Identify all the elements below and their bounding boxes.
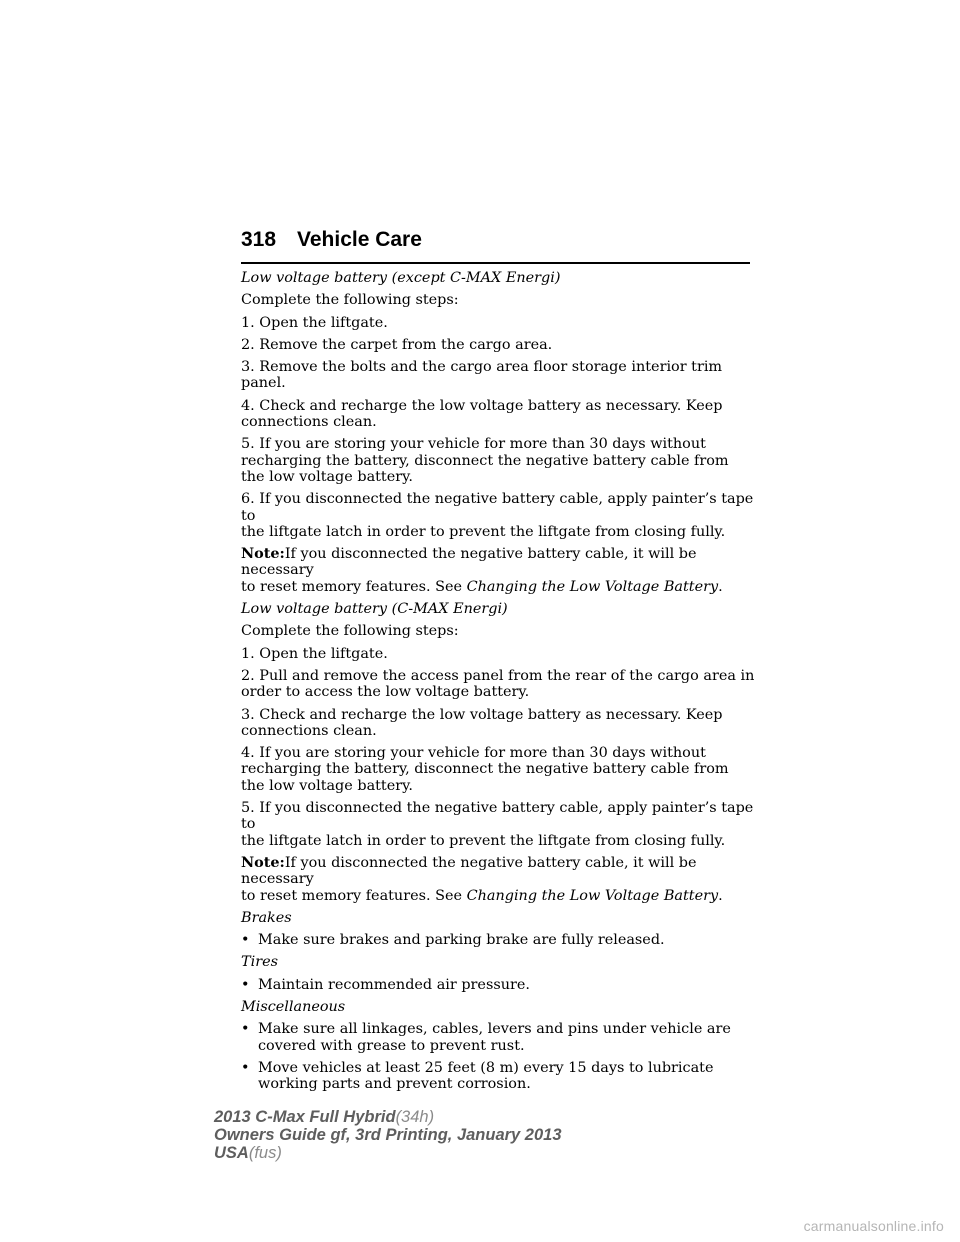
bullet-text: Maintain recommended air pressure. — [258, 976, 530, 993]
note-text: If you disconnected the negative battery cable, it will be necessary to reset memory features. See — [241, 546, 697, 595]
bullet-icon: • — [241, 1059, 250, 1076]
bullet-item — [241, 1021, 761, 1054]
subheading-brakes: Brakes — [241, 909, 292, 926]
section-title: Vehicle Care — [297, 228, 422, 251]
cross-reference-link[interactable]: Changing the Low Voltage Battery — [466, 887, 719, 904]
step-item: 1. Open the liftgate. — [241, 645, 388, 662]
watermark: carmanualsonline.info — [803, 1218, 944, 1234]
bullet-text: Make sure all linkages, cables, levers and pins under vehicle are covered with grease to prevent rust. — [258, 1021, 731, 1054]
step-item: 4. Check and recharge the low voltage battery as necessary. Keep connections clean. — [241, 397, 723, 431]
subheading-miscellaneous: Miscellaneous — [241, 998, 346, 1015]
subheading-energi: Low voltage battery (C-MAX Energi) — [241, 601, 508, 618]
page-number: 318 — [241, 228, 277, 251]
bullet-icon: • — [241, 976, 250, 993]
step-item: 6. If you disconnected the negative battery cable, apply painter’s tape to the liftgate latch in order to prevent the liftgate from closing fully. — [241, 491, 754, 540]
footer-model-code: (34h) — [395, 1108, 435, 1126]
page-footer — [214, 1108, 562, 1162]
note-paragraph — [241, 855, 761, 904]
note-text: If you disconnected the negative battery cable, it will be necessary to reset memory features. See — [241, 854, 697, 904]
bullet-item — [241, 977, 761, 993]
bullet-icon: • — [241, 932, 250, 949]
page-body — [241, 270, 761, 1098]
footer-line-model — [214, 1108, 562, 1126]
bullet-text: Move vehicles at least 25 feet (8 m) every 15 days to lubricate working parts and prevent corrosion. — [258, 1059, 714, 1093]
steps-intro: Complete the following steps: — [241, 292, 459, 309]
step-item: 5. If you disconnected the negative battery cable, apply painter’s tape to the liftgate latch in order to prevent the liftgate from closing fully. — [241, 800, 754, 849]
subheading-tires: Tires — [241, 954, 278, 971]
footer-market-code: (fus) — [248, 1144, 282, 1162]
step-item: 3. Remove the bolts and the cargo area floor storage interior trim panel. — [241, 359, 723, 392]
subheading-except-energi: Low voltage battery (except C-MAX Energi) — [241, 270, 561, 286]
step-item: 3. Check and recharge the low voltage battery as necessary. Keep connections clean. — [241, 706, 723, 739]
footer-model: 2013 C-Max Full Hybrid — [214, 1108, 396, 1126]
cross-reference-link[interactable]: Changing the Low Voltage Battery — [466, 578, 719, 595]
note-label: Note: — [241, 545, 285, 563]
step-item: 2. Remove the carpet from the cargo area. — [241, 336, 553, 353]
footer-market: USA — [214, 1144, 249, 1162]
page-header — [241, 228, 750, 264]
step-item: 1. Open the liftgate. — [241, 314, 388, 331]
steps-intro: Complete the following steps: — [241, 623, 459, 640]
step-item: 4. If you are storing your vehicle for more than 30 days without recharging the battery, disconnect the negative battery cable from the low voltage battery. — [241, 745, 729, 794]
footer-printing: Owners Guide gf, 3rd Printing, January 2013 — [214, 1126, 562, 1144]
bullet-icon: • — [241, 1021, 250, 1038]
bullet-text: Make sure brakes and parking brake are fully released. — [258, 932, 665, 949]
note-label: Note: — [241, 853, 285, 871]
note-end: . — [718, 578, 723, 595]
note-paragraph — [241, 546, 761, 595]
bullet-item — [241, 1060, 761, 1093]
step-item: 5. If you are storing your vehicle for more than 30 days without recharging the battery, disconnect the negative battery cable from the low voltage battery. — [241, 436, 729, 485]
note-end: . — [718, 887, 723, 904]
step-item: 2. Pull and remove the access panel from the rear of the cargo area in order to access the low voltage battery. — [241, 667, 755, 701]
footer-line-market — [214, 1144, 562, 1162]
bullet-item — [241, 932, 761, 948]
